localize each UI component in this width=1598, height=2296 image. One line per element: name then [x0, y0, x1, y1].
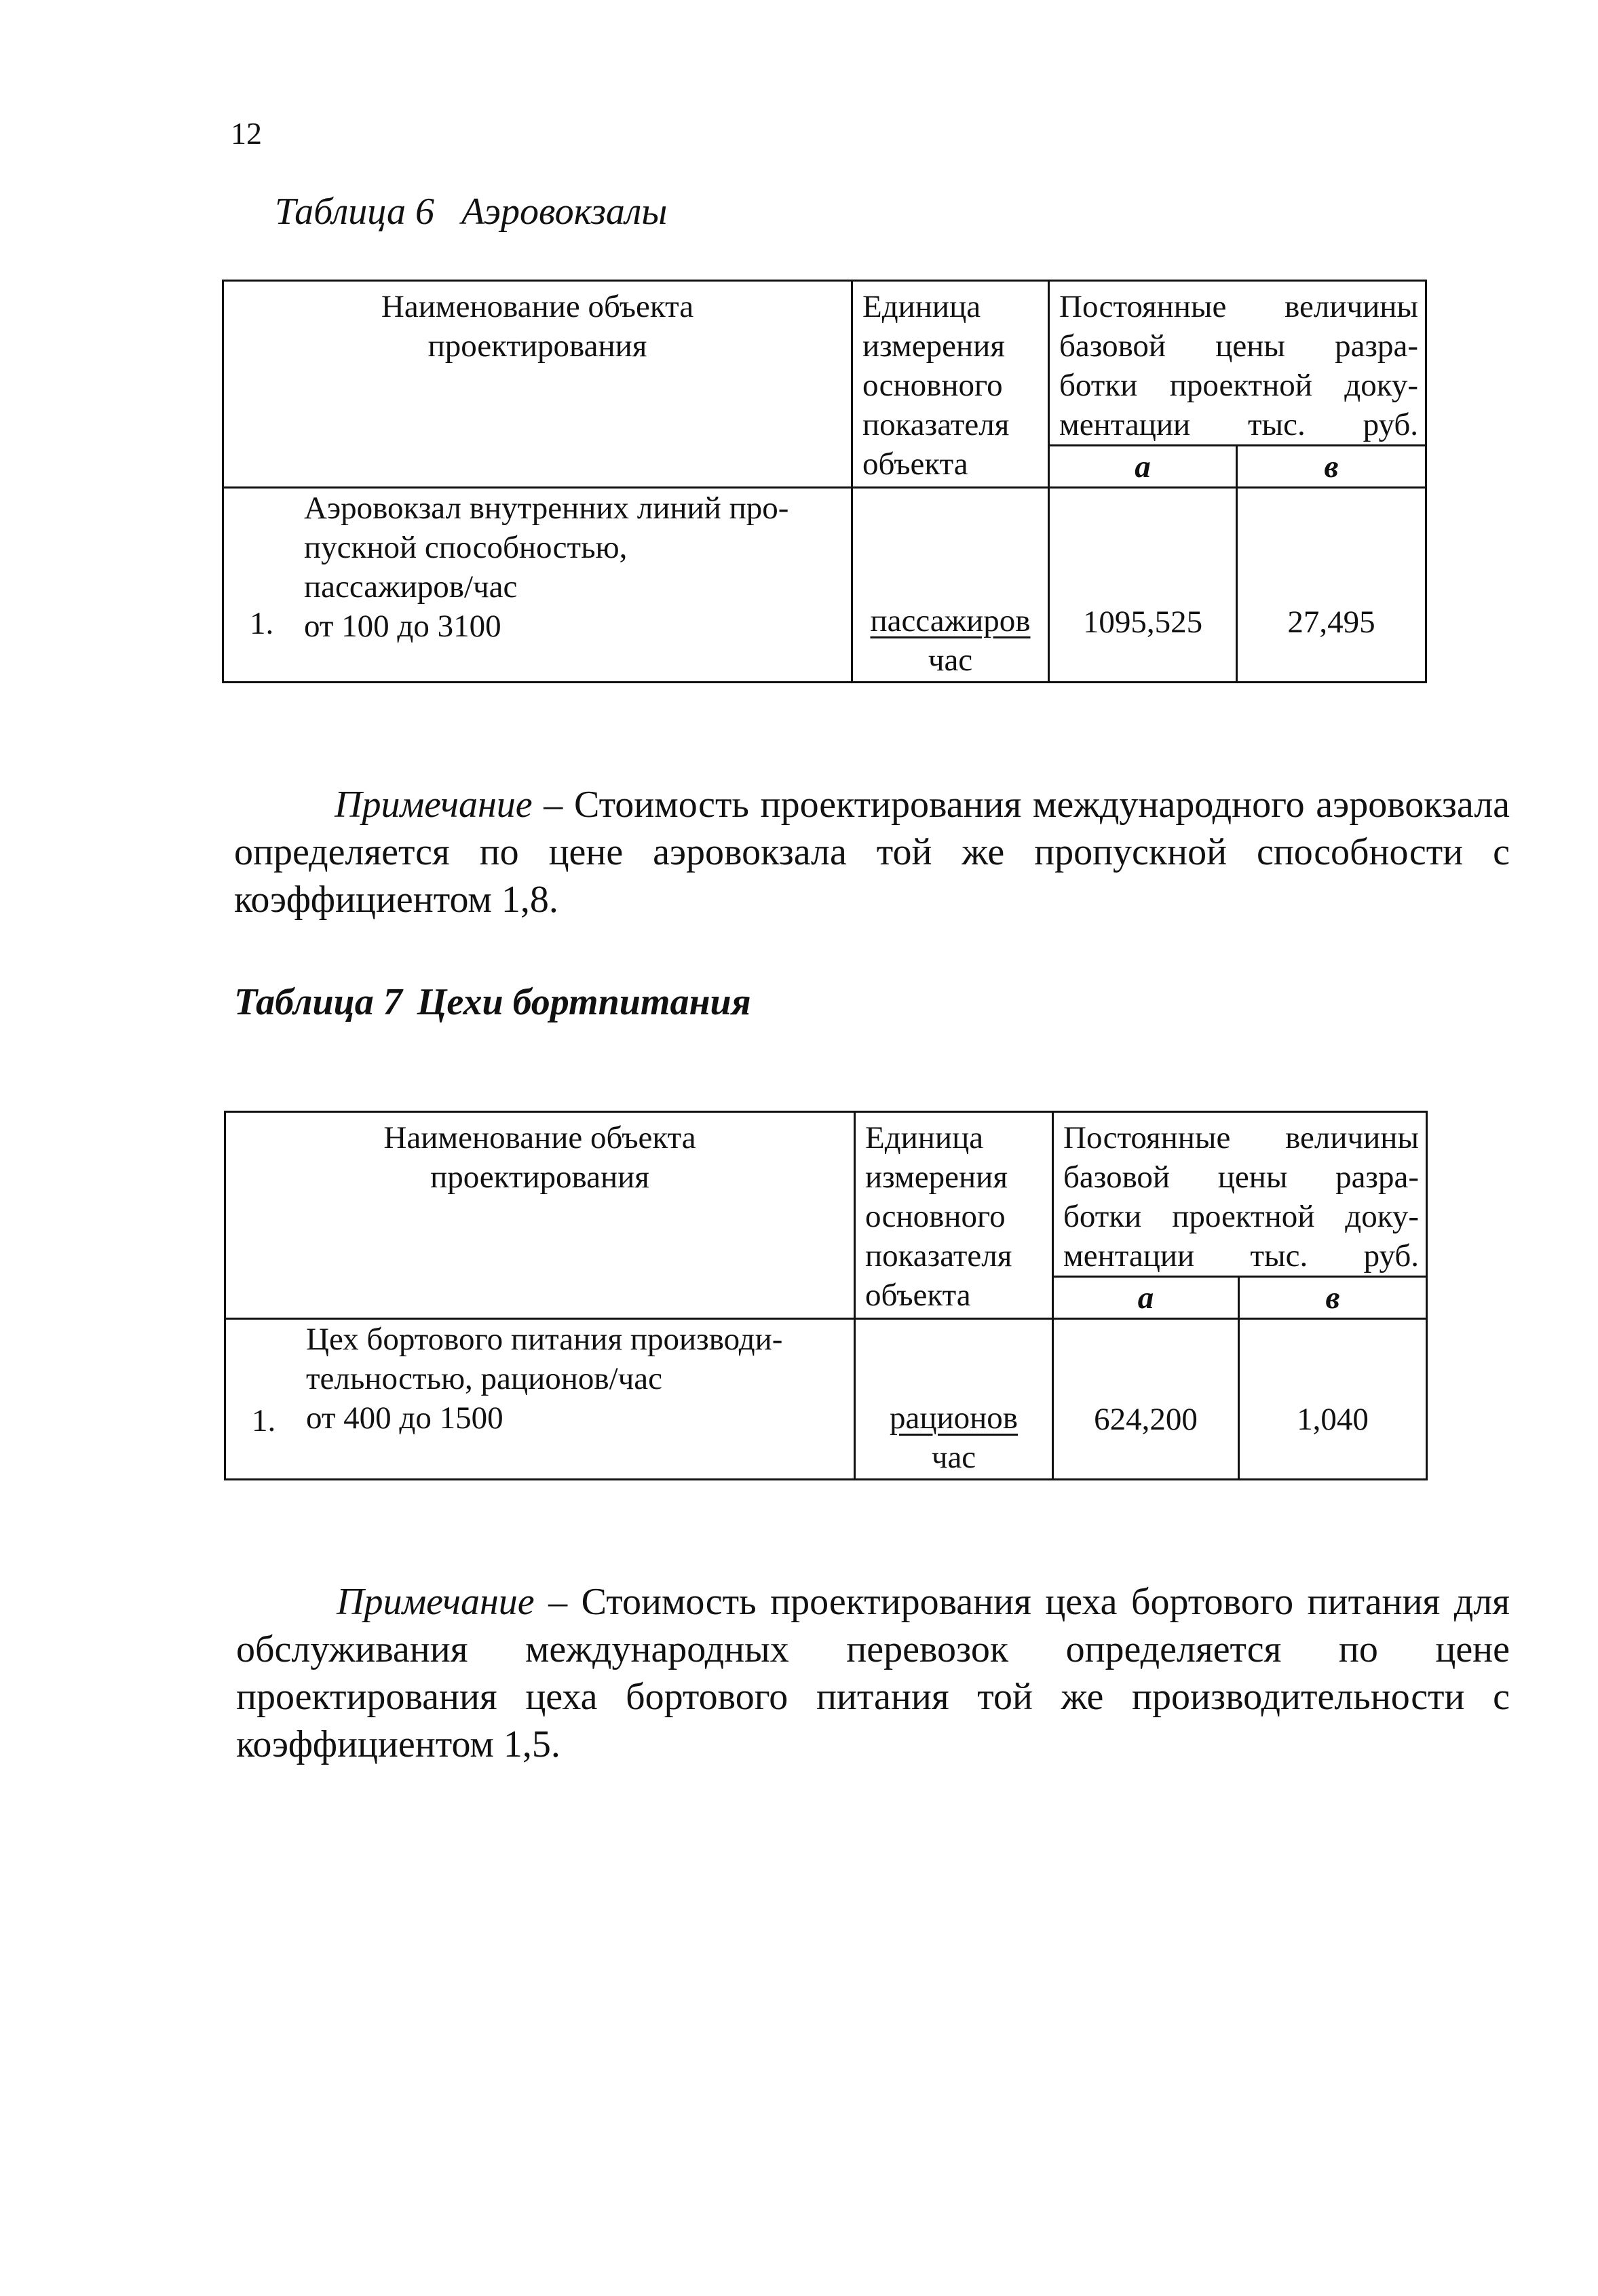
table6-header-unit-line: основного	[862, 368, 1003, 403]
table6-unit-numerator: пассажиров	[870, 603, 1031, 638]
table7-row-name-line: тельностью, рационов/час	[306, 1361, 662, 1396]
table7-caption-number: Таблица 7	[234, 981, 402, 1023]
table7-header-name-line1: Наименование объекта	[383, 1120, 696, 1155]
table6-header-unit-line: измерения	[862, 328, 1005, 364]
table7-col-a: а	[1053, 1277, 1239, 1319]
table6-header-price-line: Постоянные величины	[1059, 289, 1419, 324]
table6	[222, 280, 1427, 683]
table6-row-name-line: от 100 до 3100	[304, 609, 501, 644]
table7-header-price-line: ментации тыс. руб.	[1063, 1238, 1420, 1274]
table7-header-unit-line: основного	[865, 1199, 1006, 1234]
table7-row-name-text	[306, 1320, 844, 1438]
table6-header-name	[223, 281, 852, 488]
table6-header-unit-line: объекта	[862, 446, 968, 482]
table7-caption	[234, 980, 751, 1024]
table6-header-name-line1: Наименование объекта	[381, 289, 694, 324]
table7-header-unit-line: объекта	[865, 1278, 971, 1313]
table6-unit-denominator: час	[928, 643, 973, 678]
table6-header-unit	[852, 281, 1049, 488]
table7-header-unit-line: показателя	[865, 1238, 1012, 1274]
table6-header-unit-line: Единица	[862, 289, 981, 324]
table6-header-price-line: ментации тыс. руб.	[1059, 407, 1419, 442]
table6-row-name-line: Аэровокзал внутренних линий про-	[304, 491, 789, 526]
table6-header-name-line2: проектирования	[427, 328, 647, 364]
table7-header-unit-line: измерения	[865, 1160, 1008, 1195]
table7-row-unit	[855, 1319, 1053, 1480]
table7-unit-denominator: час	[931, 1440, 976, 1475]
table7-note-label: Примечание	[337, 1581, 535, 1623]
table6-row-number: 1.	[250, 606, 274, 641]
table6-value-b: 27,495	[1237, 488, 1426, 683]
table7-header-price-line: базовой цены разра-	[1063, 1160, 1420, 1195]
table7	[224, 1111, 1428, 1480]
table7-col-b: в	[1239, 1277, 1427, 1319]
table6-note-text: – Стоимость проектирования международного аэровокзала определяется по цене аэровокзала той же пропускной способности с коэффициентом 1,8.	[234, 784, 1510, 921]
table6-note	[234, 781, 1510, 923]
table6-note-label: Примечание	[335, 784, 533, 826]
table7-header-price-line: ботки проектной доку-	[1063, 1199, 1420, 1234]
table6-row-name	[223, 488, 852, 683]
table7-header-unit	[855, 1112, 1053, 1319]
table6-row-unit	[852, 488, 1049, 683]
table6-value-a: 1095,525	[1049, 488, 1237, 683]
table7-header-name-line2: проектирования	[430, 1160, 649, 1195]
table7-row-number: 1.	[252, 1403, 276, 1438]
table6-header-price	[1049, 281, 1426, 446]
table7-caption-title: Цехи бортпитания	[417, 981, 751, 1023]
table6-caption-title: Аэровокзалы	[461, 191, 668, 233]
table6-row-name-line: пускной способностью,	[304, 530, 628, 565]
table7-header-name	[225, 1112, 855, 1319]
table7-row-name-line: от 400 до 1500	[306, 1400, 503, 1436]
table6-caption-number: Таблица 6	[275, 191, 434, 233]
table7-header-price	[1053, 1112, 1427, 1277]
table7-row-name	[225, 1319, 855, 1480]
table6-col-a: а	[1049, 446, 1237, 488]
table7-value-b: 1,040	[1239, 1319, 1427, 1480]
table6-header-price-line: ботки проектной доку-	[1059, 368, 1419, 403]
table7-note	[236, 1578, 1510, 1768]
table7-header-unit-line: Единица	[865, 1120, 984, 1155]
table7-header-price-line: Постоянные величины	[1063, 1120, 1420, 1155]
table6-header-unit-line: показателя	[862, 407, 1010, 442]
table6-row-name-line: пассажиров/час	[304, 569, 518, 605]
table7-row-name-line: Цех бортового питания производи-	[306, 1322, 783, 1357]
page-number: 12	[231, 116, 262, 151]
table6-col-b: в	[1237, 446, 1426, 488]
table6-caption	[275, 190, 667, 233]
table6-header-price-line: базовой цены разра-	[1059, 328, 1419, 364]
table6-row-name-text	[304, 489, 841, 646]
table7-unit-numerator: рационов	[889, 1400, 1018, 1436]
table7-value-a: 624,200	[1053, 1319, 1239, 1480]
table7-note-text: – Стоимость проектирования цеха бортового питания для обслуживания международных перевозок определяется по цене проектирования цеха бортового питания той же производительности с коэффициентом 1,5.	[236, 1581, 1510, 1765]
